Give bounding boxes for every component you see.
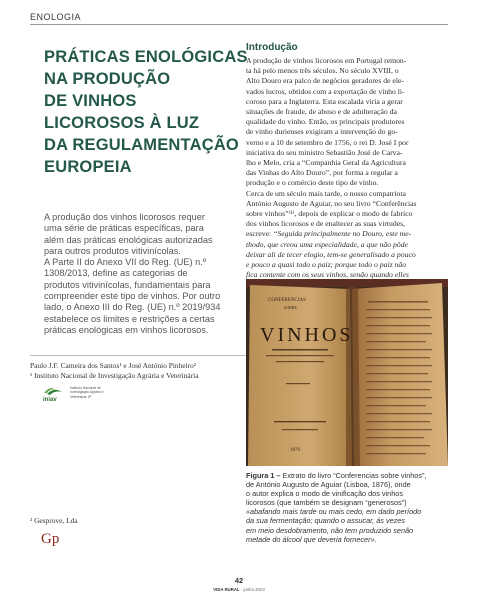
book-top-text: CONFERENCIAS [268, 298, 306, 303]
intro-line: Cerca de um século mais tarde, o nosso compatriota [246, 188, 406, 198]
intro-line: situações de fraude, de abuso e de adulteração da [246, 107, 397, 117]
iniav-logo-line: Investigação Agrária e [70, 390, 104, 395]
book-title-text: VINHOS [260, 324, 354, 346]
abstract-line: práticas enológicas em vinhos licorosos. [44, 324, 209, 335]
caption-line: licorosos (que também se designam “generosos”) [246, 498, 407, 508]
book-photo-illustration [246, 279, 448, 466]
intro-heading: Introdução [246, 42, 298, 53]
abstract-line: compreender este tipo de vinhos. Por outro [44, 291, 221, 302]
caption-text: Extrato do livro “Conferencias sobre vinhos”, [280, 471, 427, 480]
iniav-logo-word: iniav [43, 397, 57, 403]
intro-line: qualidade do vinho. Então, os principais produtores [246, 117, 405, 127]
iniav-logo-line: Veterinária, IP [70, 394, 92, 399]
intro-line: coroso para a Inglaterra. Esta escalada viria a gerar [246, 96, 403, 106]
intro-line: sobre vinhos”⁽¹⁾, depois de explicar o modo de fabrico [246, 209, 413, 219]
abstract-line: A Parte II do Anexo VII do Reg. (UE) n.º [44, 257, 207, 268]
intro-line: António Augusto de Aguiar, no seu livro “Conferências [246, 198, 417, 208]
section-label: ENOLOGIA [30, 12, 82, 22]
caption-italic-line: «abafando mais tarde ou mais cedo, em dado período [246, 507, 422, 517]
intro-line: das Vinhas do Alto Douro”, por forma a regular a [246, 168, 398, 178]
quote-line: e pouco a quasi todo o paiz; porque todo o paiz não [246, 260, 407, 270]
footer-date: · junho 2023 [239, 587, 265, 592]
iniav-logo-line: Instituto Nacional de [70, 386, 101, 390]
intro-body [246, 56, 446, 291]
abstract-line: 1308/2013, define as categorias de [44, 268, 188, 279]
intro-line: lho e Melo, cria a “Companhia Geral da Agricultura [246, 158, 406, 168]
quote-lead: escreve: [246, 229, 274, 239]
intro-line: produção e o comércio deste tipo de vinho. [246, 178, 379, 188]
affiliation-2: ² Gesprove, Lda [30, 516, 78, 525]
intro-line: dos vinhos licorosos e de enaltecer as suas virtudes, [246, 219, 406, 229]
caption-line [246, 471, 450, 480]
caption-label: Figura 1 – [246, 471, 281, 480]
article-title [44, 46, 248, 178]
caption-italic-line: metade do álcool que deveria fornecer». [246, 534, 377, 544]
title-line: EUROPEIA [44, 158, 132, 176]
intro-line: de vinho durienses exigiram a intervenção do go- [246, 127, 398, 137]
abstract [44, 212, 240, 336]
quote-line: fica contente com os seus vinhos, senão quando elles [246, 270, 409, 280]
iniav-logo-text [70, 386, 104, 399]
abstract-line: lado, o Anexo III do Reg. (UE) n.º 2019/934 [44, 302, 221, 313]
intro-line: verno e a 10 de setembro de 1756, o rei D. José I por [246, 137, 409, 147]
intro-line: vados lucros, obtidos com a exportação de vinho li- [246, 86, 405, 96]
title-line: NA PRODUÇÃO [44, 70, 171, 88]
top-rule [30, 24, 448, 25]
title-line: DE VINHOS [44, 92, 137, 110]
quote-line: thodo, que creou uma especialidade, a que não pôde [246, 239, 408, 249]
abstract-line: A produção dos vinhos licorosos requer [44, 212, 205, 222]
abstract-line: produtos vitivinícolas, fundamentais para [44, 279, 211, 290]
abstract-line: além das práticas enológicas autorizadas [44, 234, 213, 245]
title-line: DA REGULAMENTAÇÃO [44, 136, 239, 154]
caption-italic-line: em meio desdobramento, não tem produzido senão [246, 525, 414, 535]
footer-text [0, 587, 478, 592]
figure-1-photo [246, 279, 448, 466]
abstract-line: uma série de práticas específicas, para [44, 223, 204, 234]
caption-line: o autor explica o modo de vinificação dos vinhos [246, 489, 403, 499]
authors-rule [30, 355, 254, 356]
figure-caption [246, 471, 450, 544]
title-line: LICOROSOS À LUZ [44, 114, 200, 132]
intro-line: iniciativa do seu ministro Sebastião José de Carva- [246, 147, 403, 157]
abstract-line: estabelece os limites e restrições a certas [44, 313, 215, 324]
book-year: 1876 [290, 448, 300, 453]
quote-line: deixar ali de tecer elogio, tem-se generalisado a pouco [246, 249, 416, 259]
title-line: PRÁTICAS ENOLÓGICAS [44, 48, 248, 66]
intro-line: Alto Douro era palco de negócios geradores de ele- [246, 76, 404, 86]
page-number: 42 [234, 576, 244, 585]
caption-italic-line: da sua fermentação; quando o assucar, ás vezes [246, 516, 406, 526]
gesprove-logo [40, 527, 62, 547]
intro-line: ta há pelo menos três séculos. No século XVIII, o [246, 66, 399, 76]
intro-line: A produção de vinhos licorosos em Portugal remon- [246, 56, 407, 65]
affiliation-1: ¹ Instituto Nacional de Investigação Agrária e Veterinária [30, 371, 199, 380]
book-sub-text: SOBRE [284, 305, 297, 310]
quote-line: “Seguida principalmente no Douro, este me- [273, 229, 412, 239]
author-names: Paulo J.F. Cameira dos Santos¹ e José António Pinheiro² [30, 361, 197, 370]
footer-magazine: VIDA RURAL [213, 587, 240, 592]
gesprove-logo-letters: Gp [41, 531, 60, 547]
caption-line: de António Augusto de Aguiar (Lisboa, 1876), onde [246, 480, 411, 490]
abstract-line: para outros produtos vitivinícolas. [44, 245, 181, 256]
iniav-logo [41, 384, 67, 404]
intro-line [246, 229, 446, 239]
